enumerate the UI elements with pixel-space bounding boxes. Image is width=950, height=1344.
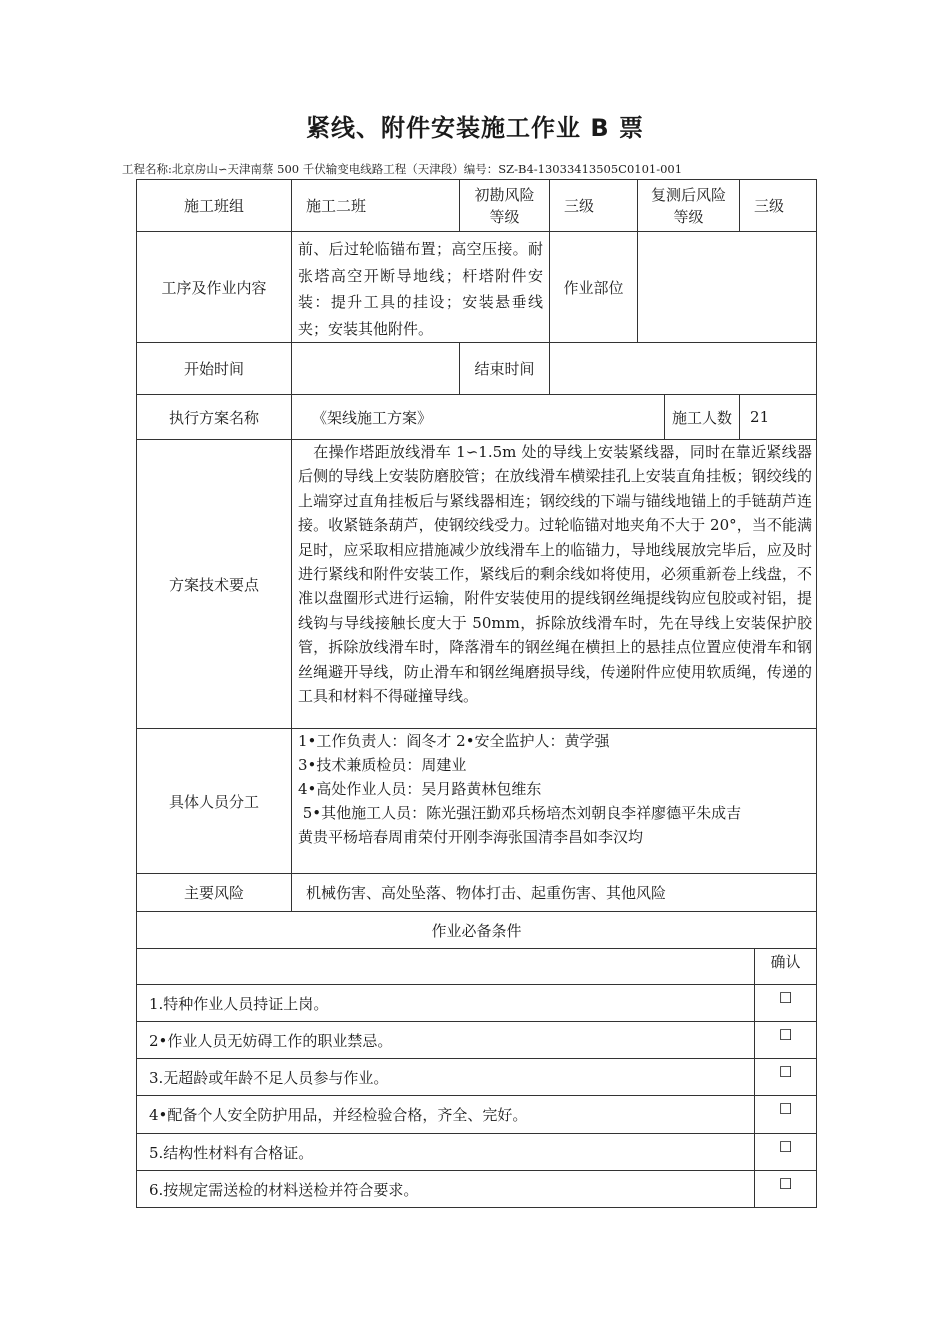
row-main-risk bbox=[137, 874, 817, 912]
plan-label: 执行方案名称 bbox=[137, 395, 292, 440]
end-time-value bbox=[550, 343, 817, 395]
tech-points-text: 在操作塔距放线滑车 1∽1.5m 处的导线上安装紧线器，同时在靠近紧线器后侧的导线上安装防磨胶管；在放线滑车横梁挂孔上安装直角挂板；钢绞线的上端穿过直角挂板后与紧线器相连；钢绞线的下端与锚线地锚上的手链葫芦连接。收紧链条葫芦，使钢绞线受力。过轮临锚对地夹角不大于 20°，当不能满足时，应采取相应措施减少放线滑车上的临锚力，导地线展放完毕后，应及时进行紧线和附件安装工作，紧线后的剩余线如将使用，必须重新卷上线盘，不准以盘圈形式进行运输，附件安装使用的提线钢丝绳提线钩应包胶或衬铝，提线钩与导线接触长度大于 50mm，拆除放线滑车时，先在导线上安装保护胶管，拆除放线滑车时，降落滑车的钢丝绳在横担上的悬挂点位置应使滑车和钢丝绳避开导线，防止滑车和钢丝绳磨损导线，传递附件应使用软质绳，传递的工具和材料不得碰撞导线。 bbox=[292, 440, 817, 729]
condition-row bbox=[137, 985, 817, 1022]
staff-line: 5•其他施工人员：陈光强汪勤邓兵杨培杰刘朝良李祥廖德平朱成吉 bbox=[298, 804, 742, 822]
condition-row bbox=[137, 1059, 817, 1096]
condition-row bbox=[137, 1134, 817, 1171]
end-time-label: 结束时间 bbox=[460, 343, 550, 395]
process-label: 工序及作业内容 bbox=[137, 232, 292, 343]
staff-line: 1•工作负责人：阎冬才 2•安全监护人：黄学强 bbox=[298, 732, 610, 750]
confirm-checkbox[interactable]: ☐ bbox=[755, 1022, 817, 1059]
condition-item: 1.特种作业人员持证上岗。 bbox=[137, 985, 755, 1022]
condition-item: 3.无超龄或年龄不足人员参与作业。 bbox=[137, 1059, 755, 1096]
workers-value: 21 bbox=[740, 395, 817, 440]
staff-assignments bbox=[292, 729, 817, 874]
confirm-checkbox[interactable]: ☐ bbox=[755, 1059, 817, 1096]
process-value: 前、后过轮临锚布置；高空压接。耐张塔高空开断导地线；杆塔附件安装：提升工具的挂设；安装悬垂线夹；安装其他附件。 bbox=[292, 232, 550, 343]
team-label: 施工班组 bbox=[137, 180, 292, 232]
start-time-label: 开始时间 bbox=[137, 343, 292, 395]
condition-item: 2•作业人员无妨碍工作的职业禁忌。 bbox=[137, 1022, 755, 1059]
staff-line: 4•高处作业人员：吴月路黄林包维东 bbox=[298, 780, 542, 798]
row-staff bbox=[137, 729, 817, 874]
plan-value: 《架线施工方案》 bbox=[292, 395, 665, 440]
recheck-risk-value: 三级 bbox=[740, 180, 817, 232]
staff-label: 具体人员分工 bbox=[137, 729, 292, 874]
confirm-label: 确认 bbox=[755, 949, 817, 985]
staff-line: 3•技术兼质检员：周建业 bbox=[298, 756, 467, 774]
row-plan bbox=[137, 395, 817, 440]
condition-row bbox=[137, 1171, 817, 1208]
confirm-checkbox[interactable]: ☐ bbox=[755, 1134, 817, 1171]
initial-risk-value: 三级 bbox=[550, 180, 638, 232]
recheck-risk-label: 复测后风险等级 bbox=[638, 180, 740, 232]
initial-risk-label: 初勘风险等级 bbox=[460, 180, 550, 232]
workers-label: 施工人数 bbox=[665, 395, 740, 440]
condition-row bbox=[137, 1096, 817, 1134]
row-process bbox=[137, 232, 817, 343]
tech-points-label: 方案技术要点 bbox=[137, 440, 292, 729]
confirm-header-blank bbox=[137, 949, 755, 985]
condition-item: 5.结构性材料有合格证。 bbox=[137, 1134, 755, 1171]
condition-item: 6.按规定需送检的材料送检并符合要求。 bbox=[137, 1171, 755, 1208]
staff-line: 黄贵平杨培春周甫荣付开刚李海张国清李昌如李汉均 bbox=[298, 828, 644, 846]
location-label: 作业部位 bbox=[550, 232, 638, 343]
confirm-checkbox[interactable]: ☐ bbox=[755, 1096, 817, 1134]
team-value: 施工二班 bbox=[292, 180, 460, 232]
confirm-checkbox[interactable]: ☐ bbox=[755, 985, 817, 1022]
row-confirm-header bbox=[137, 949, 817, 985]
project-info-line: 工程名称:北京房山∽天津南蔡 500 千伏输变电线路工程（天津段）编号：SZ-B4-13033413505C0101-001 bbox=[122, 162, 683, 176]
work-ticket-table bbox=[136, 179, 817, 1208]
row-conditions-header bbox=[137, 912, 817, 949]
location-value bbox=[638, 232, 817, 343]
row-team bbox=[137, 180, 817, 232]
condition-row bbox=[137, 1022, 817, 1059]
main-risk-value: 机械伤害、高处坠落、物体打击、起重伤害、其他风险 bbox=[292, 874, 817, 912]
start-time-value bbox=[292, 343, 460, 395]
main-risk-label: 主要风险 bbox=[137, 874, 292, 912]
condition-item: 4•配备个人安全防护用品，并经检验合格，齐全、完好。 bbox=[137, 1096, 755, 1134]
row-tech-points bbox=[137, 440, 817, 729]
row-time bbox=[137, 343, 817, 395]
confirm-checkbox[interactable]: ☐ bbox=[755, 1171, 817, 1208]
document-title: 紧线、附件安装施工作业 B 票 bbox=[305, 114, 644, 142]
conditions-header: 作业必备条件 bbox=[137, 912, 817, 949]
